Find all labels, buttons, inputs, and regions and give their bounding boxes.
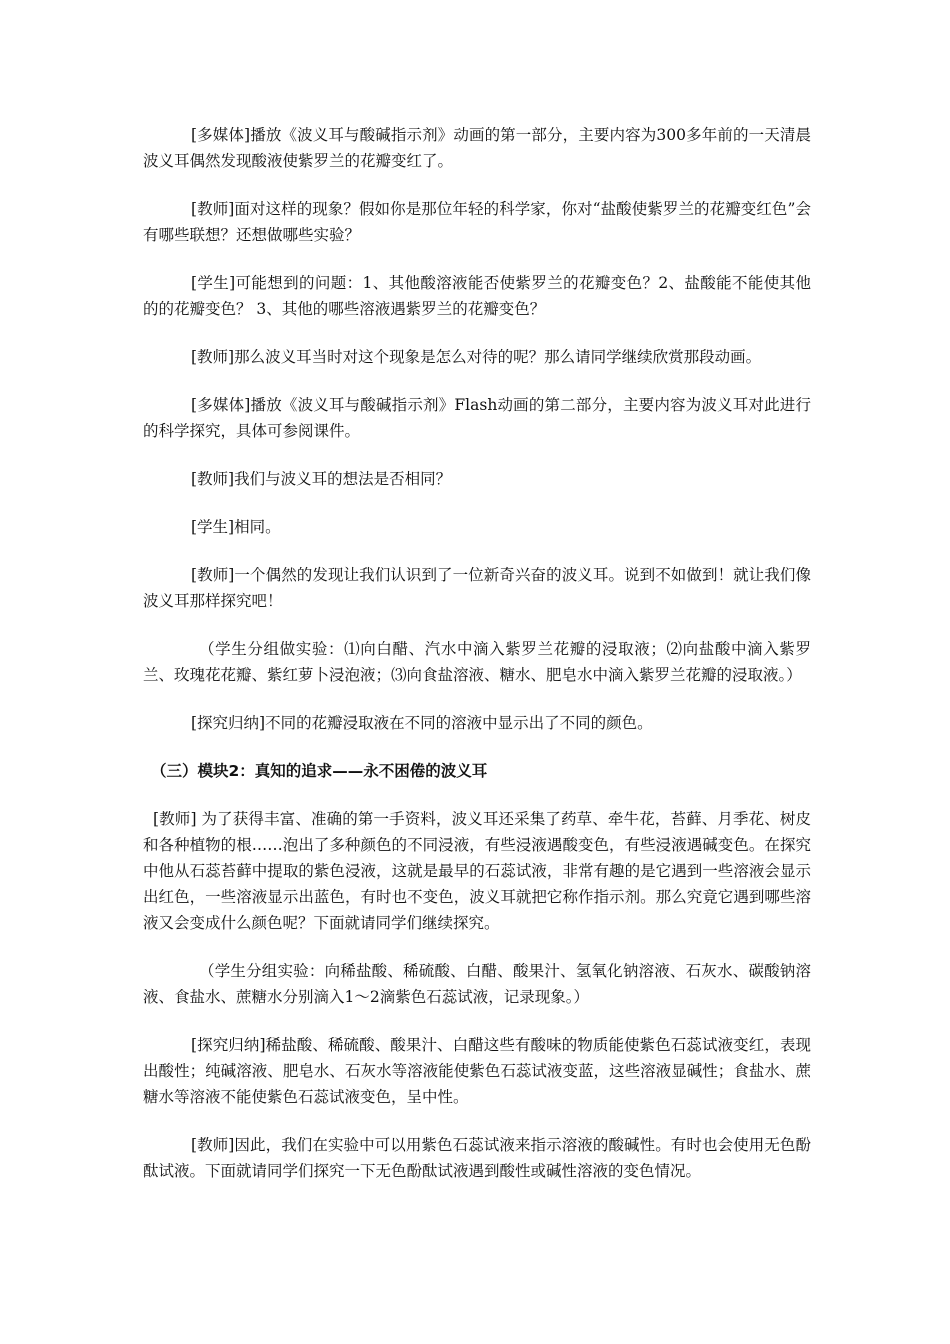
paragraph-teacher-2: [教师]那么波义耳当时对这个现象是怎么对待的呢？那么请同学继续欣赏那段动画。 xyxy=(191,348,762,366)
paragraph-experiment-2: （学生分组实验：向稀盐酸、稀硫酸、白醋、酸果汁、氢氧化钠溶液、石灰水、碳酸钠溶液、食盐水、蔗糖水分别滴入1～2滴紫色石蕊试液，记录现象。） xyxy=(143,962,811,1006)
paragraph-teacher-3: [教师]我们与波义耳的想法是否相同？ xyxy=(191,470,452,488)
paragraph-teacher-6: [教师]因此，我们在实验中可以用紫色石蕊试液来指示溶液的酸碱性。有时也会使用无色酚酞试液。下面就请同学们探究一下无色酚酞试液遇到酸性或碱性溶液的变色情况。 xyxy=(143,1136,811,1180)
paragraph-student-2: [学生]相同。 xyxy=(191,518,281,536)
paragraph-multimedia-1: [多媒体]播放《波义耳与酸碱指示剂》动画的第一部分，主要内容为300多年前的一天清晨波义耳偶然发现酸液使紫罗兰的花瓣变红了。 xyxy=(143,126,811,170)
paragraph-multimedia-2: [多媒体]播放《波义耳与酸碱指示剂》Flash动画的第二部分，主要内容为波义耳对此进行的科学探究，具体可参阅课件。 xyxy=(143,396,811,440)
section-heading: （三）模块2：真知的追求——永不困倦的波义耳 xyxy=(151,762,488,780)
document-body xyxy=(143,122,811,1206)
paragraph-experiment-1: （学生分组做实验：⑴向白醋、汽水中滴入紫罗兰花瓣的浸取液；⑵向盐酸中滴入紫罗兰、玫瑰花花瓣、紫红萝卜浸泡液；⑶向食盐溶液、糖水、肥皂水中滴入紫罗兰花瓣的浸取液。） xyxy=(143,640,811,684)
paragraph-teacher-4: [教师]一个偶然的发现让我们认识到了一位新奇兴奋的波义耳。说到不如做到！就让我们像波义耳那样探究吧！ xyxy=(143,566,811,610)
paragraph-teacher-5: [教师] 为了获得丰富、准确的第一手资料，波义耳还采集了药草、牵牛花，苔藓、月季花、树皮和各种植物的根……泡出了多种颜色的不同浸液，有些浸液遇酸变色，有些浸液遇碱变色。在探究中他从石蕊苔藓中提取的紫色浸液，这就是最早的石蕊试液，非常有趣的是它遇到一些溶液会显示出红色，一些溶液显示出蓝色，有时也不变色，波义耳就把它称作指示剂。那么究竟它遇到哪些溶液又会变成什么颜色呢？下面就请同学们继续探究。 xyxy=(143,810,811,932)
paragraph-summary-1: [探究归纳]不同的花瓣浸取液在不同的溶液中显示出了不同的颜色。 xyxy=(191,714,653,732)
paragraph-student-1: [学生]可能想到的问题：1、其他酸溶液能否使紫罗兰的花瓣变色？2、盐酸能不能使其他的的花瓣变色？ 3、其他的哪些溶液遇紫罗兰的花瓣变色？ xyxy=(143,274,811,318)
paragraph-teacher-1: [教师]面对这样的现象？假如你是那位年轻的科学家，你对“盐酸使紫罗兰的花瓣变红色”会有哪些联想？还想做哪些实验？ xyxy=(143,200,811,244)
paragraph-summary-2: [探究归纳]稀盐酸、稀硫酸、酸果汁、白醋这些有酸味的物质能使紫色石蕊试液变红，表现出酸性；纯碱溶液、肥皂水、石灰水等溶液能使紫色石蕊试液变蓝，这些溶液显碱性；食盐水、蔗糖水等溶液不能使紫色石蕊试液变色，呈中性。 xyxy=(143,1036,811,1106)
